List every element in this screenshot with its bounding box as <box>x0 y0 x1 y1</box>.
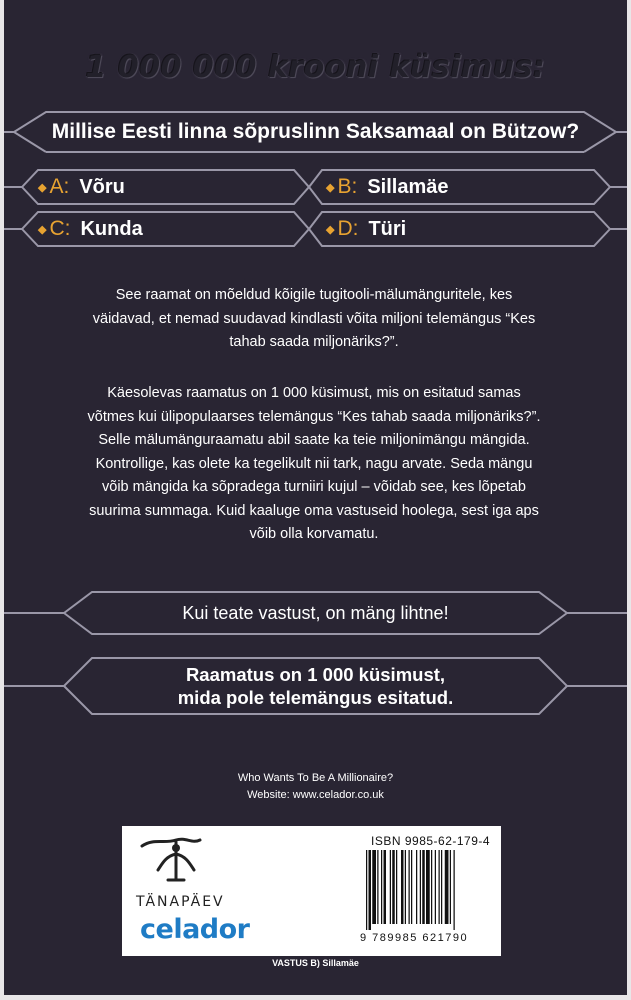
answer-text: Sillamäe <box>367 175 449 198</box>
banner-line-2: mida pole telemängus esitatud. <box>177 687 454 708</box>
answer-text: Võru <box>79 175 125 198</box>
answer-letter: B: <box>337 175 358 198</box>
publisher-name: TÄNAPÄEV <box>136 894 225 910</box>
banner-line-1: Raamatus on 1 000 küsimust, <box>185 664 446 685</box>
banner-slogan-text: Kui teate vastust, on mäng lihtne! <box>182 602 449 623</box>
celador-logo: celador <box>140 914 250 945</box>
credit-website: Website: www.celador.co.uk <box>247 789 384 801</box>
diamond-icon: ◆ <box>326 181 335 194</box>
question-text: Millise Eesti linna sõpruslinn Saksamaal on Bützow? <box>51 120 580 143</box>
answer-letter: C: <box>49 217 71 240</box>
banner-slogan <box>64 592 567 634</box>
headline: 1 000 000 krooni küsimus: <box>85 50 546 85</box>
banner-question-count <box>64 658 567 714</box>
paragraph-intro: See raamat on mõeldud kõigile tugitooli-mälumänguritele, kes väidavad, et nemad suudavad kindlasti võita miljoni telemängus “Kes tahab saada miljonäriks?”. <box>92 287 536 350</box>
answer-letter: A: <box>49 175 70 198</box>
credits <box>4 770 627 804</box>
paragraph-description: Käesolevas raamatus on 1 000 küsimust, mis on esitatud samas võtmes kui ülipopulaarses telemängus “Kes tahab saada miljonäriks?”. Selle mälumänguraamatu abil saate ka teie miljonimängu mängida. Kontrollige, kas olete ka tegelikult nii tark, nagu arvate. Seda mängu võib mängida ka sõpradega turniiri kujul – võidab see, kes lõpetab suurima summaga. Kuid kaaluge oma vastuseid hoolega, sest iga aps võib olla korvamatu. <box>87 385 541 542</box>
answer-d <box>326 212 406 246</box>
answer-text: Türi <box>368 217 407 240</box>
barcode <box>364 850 490 930</box>
tanapaev-logo-icon <box>136 834 216 892</box>
barcode-number: 9 789985 621790 <box>360 932 469 944</box>
answer-letter: D: <box>337 217 359 240</box>
book-back-cover <box>4 0 627 995</box>
answer-a <box>38 170 125 204</box>
answer-b <box>326 170 448 204</box>
diamond-icon: ◆ <box>38 181 47 194</box>
publisher-barcode-panel <box>122 826 501 956</box>
credit-title: Who Wants To Be A Millionaire? <box>237 772 394 784</box>
answer-c <box>38 212 143 246</box>
diamond-icon: ◆ <box>38 223 47 236</box>
answer-text: Kunda <box>80 217 143 240</box>
diamond-icon: ◆ <box>326 223 335 236</box>
isbn-number: ISBN 9985-62-179-4 <box>371 834 491 848</box>
answer-note: VASTUS B) Sillamäe <box>272 958 359 968</box>
